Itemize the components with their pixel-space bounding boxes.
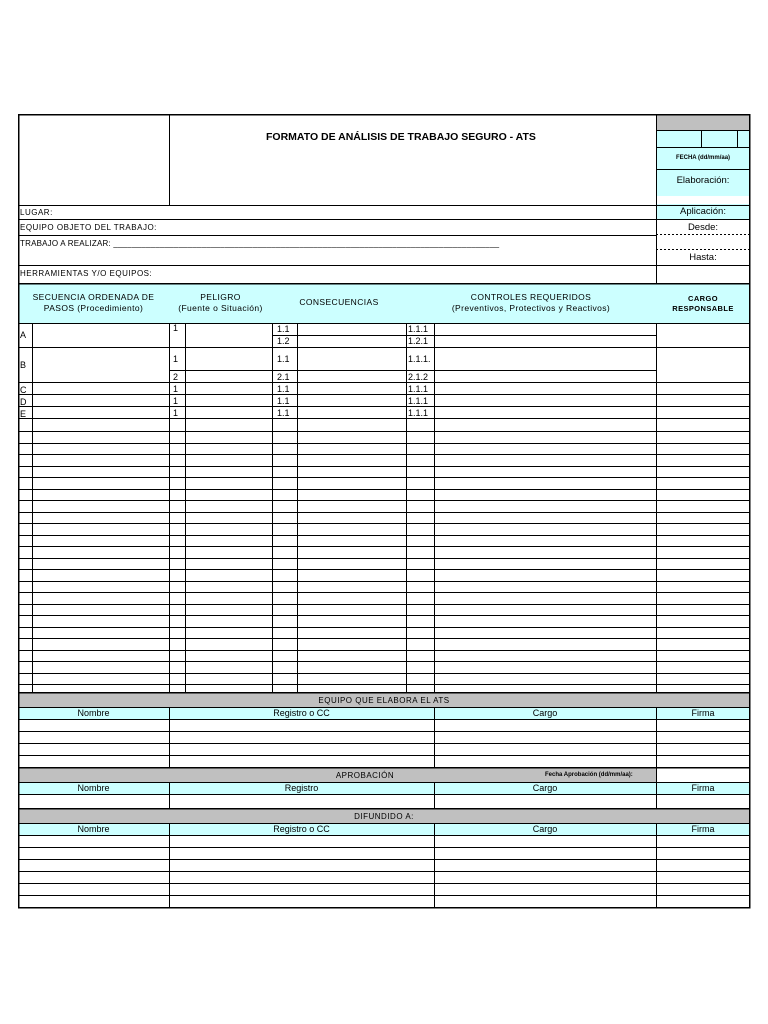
- col-controles-line1: CONTROLES REQUERIDOS: [470, 292, 592, 302]
- b-ctrl-2: 2.1.2: [408, 372, 429, 382]
- c-peligro: 1: [173, 384, 179, 394]
- b-cons-2: 2.1: [277, 372, 290, 382]
- b-ctrl-1: 1.1.1.: [408, 354, 431, 364]
- col-cargo-line2: RESPONSABLE: [672, 304, 734, 313]
- herramientas-field[interactable]: HERRAMIENTAS Y/O EQUIPOS:: [20, 269, 153, 278]
- e-cons: 1.1: [277, 408, 290, 418]
- aprobacion-title: APROBACIÓN: [335, 771, 395, 780]
- col-peligro-line1: PELIGRO: [200, 292, 241, 302]
- equipo-col-firma: Firma: [691, 708, 715, 718]
- trabajo-realizar-field[interactable]: TRABAJO A REALIZAR: ___________________________________________________________________________________: [20, 239, 500, 248]
- elaboracion-label: Elaboración:: [676, 175, 730, 186]
- aprobacion-fecha-label: Fecha Aprobación (dd/mm/aa):: [545, 772, 633, 778]
- difundido-col-firma: Firma: [691, 824, 715, 834]
- col-cargo-line1: CARGO: [688, 294, 718, 303]
- hasta-label: Hasta:: [689, 252, 717, 263]
- d-ctrl: 1.1.1: [408, 396, 429, 406]
- aprobacion-col-firma: Firma: [691, 783, 715, 793]
- b-peligro-1: 1: [173, 354, 179, 364]
- aprobacion-col-nombre: Nombre: [77, 783, 110, 793]
- equipo-title: EQUIPO QUE ELABORA EL ATS: [318, 696, 450, 705]
- difundido-title: DIFUNDIDO A:: [354, 812, 414, 821]
- c-ctrl: 1.1.1: [408, 384, 429, 394]
- col-secuencia-line1: SECUENCIA ORDENADA DE: [32, 292, 155, 302]
- c-cons: 1.1: [277, 384, 290, 394]
- a-ctrl-1: 1.1.1: [408, 324, 429, 334]
- fecha-label: FECHA (dd/mm/aa): [675, 155, 731, 161]
- aprobacion-col-cargo: Cargo: [532, 783, 558, 793]
- equipo-col-registro: Registro o CC: [273, 708, 330, 718]
- aprobacion-col-registro: Registro: [284, 783, 319, 793]
- e-ctrl: 1.1.1: [408, 408, 429, 418]
- a-peligro: 1: [173, 323, 179, 333]
- col-peligro-line2: (Fuente o Situación): [178, 303, 263, 313]
- aprobacion-fecha-field[interactable]: [657, 768, 749, 781]
- step-a: A: [20, 330, 27, 340]
- e-peligro: 1: [173, 408, 179, 418]
- difundido-col-cargo: Cargo: [532, 824, 558, 834]
- step-b: B: [20, 360, 27, 370]
- a-ctrl-2: 1.2.1: [408, 336, 429, 346]
- equipo-col-nombre: Nombre: [77, 708, 110, 718]
- b-peligro-2: 2: [173, 372, 179, 382]
- lugar-field[interactable]: LUGAR:: [20, 208, 53, 217]
- form-title: FORMATO DE ANÁLISIS DE TRABAJO SEGURO - ATS: [266, 131, 536, 143]
- a-cons-1: 1.1: [277, 324, 290, 334]
- equipo-col-cargo: Cargo: [532, 708, 558, 718]
- d-cons: 1.1: [277, 396, 290, 406]
- step-c: C: [20, 385, 27, 395]
- difundido-col-registro: Registro o CC: [273, 824, 330, 834]
- step-e: E: [20, 409, 27, 419]
- col-controles-line2: (Preventivos, Protectivos y Reactivos): [451, 303, 611, 313]
- equipo-objeto-field[interactable]: EQUIPO OBJETO DEL TRABAJO:: [20, 223, 157, 232]
- a-cons-2: 1.2: [277, 336, 290, 346]
- col-secuencia-line2: PASOS (Procedimiento): [43, 303, 144, 313]
- desde-label: Desde:: [687, 222, 719, 233]
- aplicacion-label: Aplicación:: [680, 206, 726, 217]
- step-d: D: [20, 397, 27, 407]
- b-cons-1: 1.1: [277, 354, 290, 364]
- col-consecuencias: CONSECUENCIAS: [299, 297, 379, 307]
- d-peligro: 1: [173, 396, 179, 406]
- difundido-col-nombre: Nombre: [77, 824, 110, 834]
